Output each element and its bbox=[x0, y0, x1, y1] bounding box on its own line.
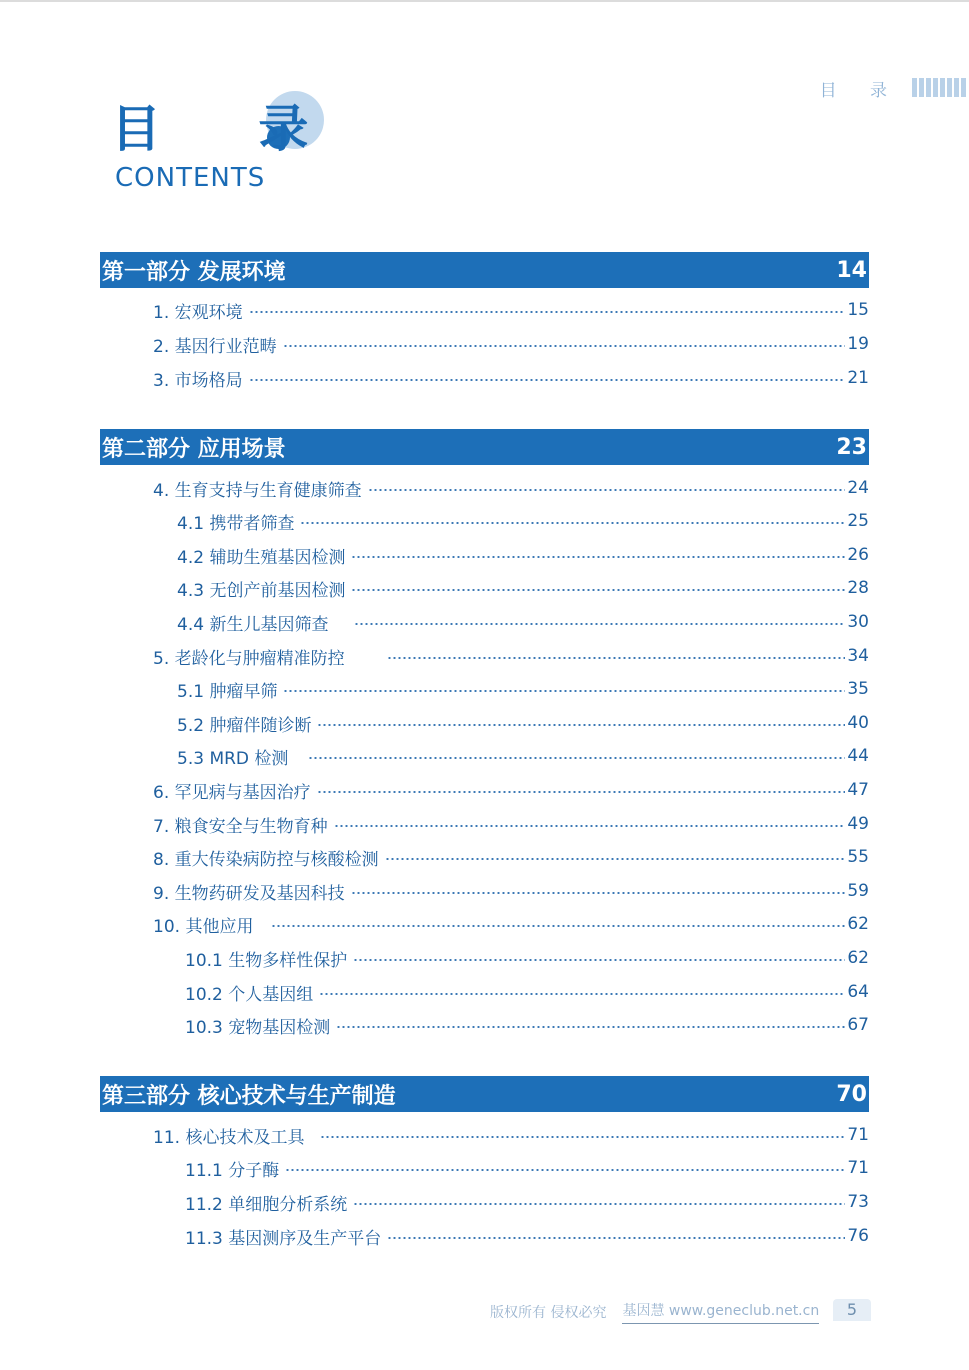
toc-page: 40 bbox=[847, 713, 869, 733]
leader-dots bbox=[283, 690, 845, 692]
section-title: 第一部分 发展环境 bbox=[102, 259, 286, 285]
toc-entry[interactable] bbox=[153, 845, 869, 869]
toc-page: 67 bbox=[847, 1015, 869, 1035]
toc-entry[interactable] bbox=[177, 677, 869, 701]
footer-site-link[interactable]: 基因慧 www.geneclub.net.cn bbox=[622, 1300, 819, 1324]
toc-page: 55 bbox=[847, 847, 869, 867]
toc-page: 64 bbox=[847, 982, 869, 1002]
toc-entry[interactable] bbox=[185, 1156, 869, 1180]
toc-entry[interactable] bbox=[153, 644, 869, 668]
leader-dots bbox=[387, 657, 846, 659]
section-page: 70 bbox=[836, 1081, 867, 1107]
toc-entry[interactable] bbox=[177, 509, 869, 533]
toc-page: 35 bbox=[847, 679, 869, 699]
toc-page: 59 bbox=[847, 881, 869, 901]
toc-page: 15 bbox=[847, 300, 869, 320]
toc-entry[interactable] bbox=[153, 332, 869, 356]
toc-label: 7. 粮食安全与生物育种 bbox=[153, 816, 328, 837]
toc-page: 21 bbox=[847, 368, 869, 388]
section-page: 23 bbox=[836, 434, 867, 460]
toc-page: 25 bbox=[847, 511, 869, 531]
toc-label: 5.3 MRD 检测 bbox=[177, 748, 289, 769]
leader-dots bbox=[249, 311, 846, 313]
leader-dots bbox=[308, 757, 845, 759]
toc-entry[interactable] bbox=[153, 778, 869, 802]
toc-label: 3. 市场格局 bbox=[153, 370, 243, 391]
page-number: 5 bbox=[833, 1299, 871, 1321]
leader-dots bbox=[368, 489, 846, 491]
toc-page: 28 bbox=[847, 578, 869, 598]
toc-label: 4.4 新生儿基因筛查 bbox=[177, 614, 329, 635]
toc-entry[interactable] bbox=[177, 711, 869, 735]
leader-dots bbox=[387, 1237, 845, 1239]
toc-page: 62 bbox=[847, 914, 869, 934]
toc-page: 24 bbox=[847, 478, 869, 498]
toc-page: 30 bbox=[847, 612, 869, 632]
toc-label: 5.2 肿瘤伴随诊断 bbox=[177, 715, 312, 736]
toc-page: 73 bbox=[847, 1192, 869, 1212]
toc-label: 2. 基因行业范畴 bbox=[153, 336, 277, 357]
toc-entry[interactable] bbox=[185, 980, 869, 1004]
toc-label: 4.2 辅助生殖基因检测 bbox=[177, 547, 346, 568]
toc-label: 5. 老龄化与肿瘤精准防控 bbox=[153, 648, 345, 669]
toc-entry[interactable] bbox=[153, 812, 869, 836]
page-subtitle: CONTENTS bbox=[115, 163, 266, 193]
section-title: 第二部分 应用场景 bbox=[102, 436, 286, 462]
toc-page: 76 bbox=[847, 1226, 869, 1246]
toc-entry[interactable] bbox=[185, 1224, 869, 1248]
section-header-1[interactable] bbox=[100, 252, 869, 288]
toc-entry[interactable] bbox=[185, 1013, 869, 1037]
top-rule bbox=[0, 0, 969, 2]
section-header-3[interactable] bbox=[100, 1076, 869, 1112]
leader-dots bbox=[351, 556, 845, 558]
leader-dots bbox=[336, 1026, 845, 1028]
leader-dots bbox=[317, 724, 845, 726]
section-header-2[interactable] bbox=[100, 429, 869, 465]
leader-dots bbox=[319, 993, 845, 995]
toc-entry[interactable] bbox=[153, 366, 869, 390]
leader-dots bbox=[385, 858, 846, 860]
leader-dots bbox=[354, 623, 845, 625]
toc-entry[interactable] bbox=[153, 476, 869, 500]
leader-dots bbox=[249, 379, 846, 381]
leader-dots bbox=[334, 825, 846, 827]
footer bbox=[490, 1300, 819, 1324]
footer-copyright: 版权所有 侵权必究 bbox=[490, 1305, 607, 1321]
toc-entry[interactable] bbox=[153, 879, 869, 903]
header-pattern-icon bbox=[912, 78, 968, 97]
toc-label: 4.3 无创产前基因检测 bbox=[177, 580, 346, 601]
toc-label: 10. 其他应用 bbox=[153, 916, 254, 937]
toc-page: 26 bbox=[847, 545, 869, 565]
toc-page: 71 bbox=[847, 1125, 869, 1145]
leader-dots bbox=[320, 1136, 845, 1138]
toc-page: 44 bbox=[847, 746, 869, 766]
header-label: 目 录 bbox=[819, 81, 901, 101]
leader-dots bbox=[285, 1169, 845, 1171]
section-page: 14 bbox=[836, 257, 867, 283]
toc-label: 9. 生物药研发及基因科技 bbox=[153, 883, 345, 904]
toc-entry[interactable] bbox=[177, 744, 869, 768]
toc-label: 11.3 基因测序及生产平台 bbox=[185, 1228, 382, 1249]
leader-dots bbox=[351, 892, 846, 894]
leader-dots bbox=[283, 345, 846, 347]
leader-dots bbox=[351, 589, 845, 591]
leader-dots bbox=[317, 791, 846, 793]
toc-entry[interactable] bbox=[185, 1190, 869, 1214]
toc-label: 11.1 分子酶 bbox=[185, 1160, 280, 1181]
toc-page: 19 bbox=[847, 334, 869, 354]
toc-entry[interactable] bbox=[177, 610, 869, 634]
leader-dots bbox=[271, 925, 845, 927]
page-title: 目 录 bbox=[111, 100, 349, 158]
section-title: 第三部分 核心技术与生产制造 bbox=[102, 1083, 396, 1109]
toc-label: 11. 核心技术及工具 bbox=[153, 1127, 305, 1148]
toc-label: 10.3 宠物基因检测 bbox=[185, 1017, 331, 1038]
toc-label: 4.1 携带者筛查 bbox=[177, 513, 295, 534]
toc-entry[interactable] bbox=[153, 1123, 869, 1147]
toc-entry[interactable] bbox=[177, 576, 869, 600]
leader-dots bbox=[353, 959, 845, 961]
toc-label: 1. 宏观环境 bbox=[153, 302, 243, 323]
toc-label: 6. 罕见病与基因治疗 bbox=[153, 782, 311, 803]
toc-page: 62 bbox=[847, 948, 869, 968]
toc-label: 10.2 个人基因组 bbox=[185, 984, 314, 1005]
toc-label: 11.2 单细胞分析系统 bbox=[185, 1194, 348, 1215]
leader-dots bbox=[353, 1203, 845, 1205]
toc-label: 4. 生育支持与生育健康筛查 bbox=[153, 480, 362, 501]
toc-page: 71 bbox=[847, 1158, 869, 1178]
toc-page: 49 bbox=[847, 814, 869, 834]
toc-entry[interactable] bbox=[153, 298, 869, 322]
toc-page: 47 bbox=[847, 780, 869, 800]
toc-entry[interactable] bbox=[185, 946, 869, 970]
toc-label: 5.1 肿瘤早筛 bbox=[177, 681, 278, 702]
toc-entry[interactable] bbox=[153, 912, 869, 936]
leader-dots bbox=[300, 522, 845, 524]
toc-label: 10.1 生物多样性保护 bbox=[185, 950, 348, 971]
toc-entry[interactable] bbox=[177, 543, 869, 567]
toc-page: 34 bbox=[847, 646, 869, 666]
toc-label: 8. 重大传染病防控与核酸检测 bbox=[153, 849, 379, 870]
